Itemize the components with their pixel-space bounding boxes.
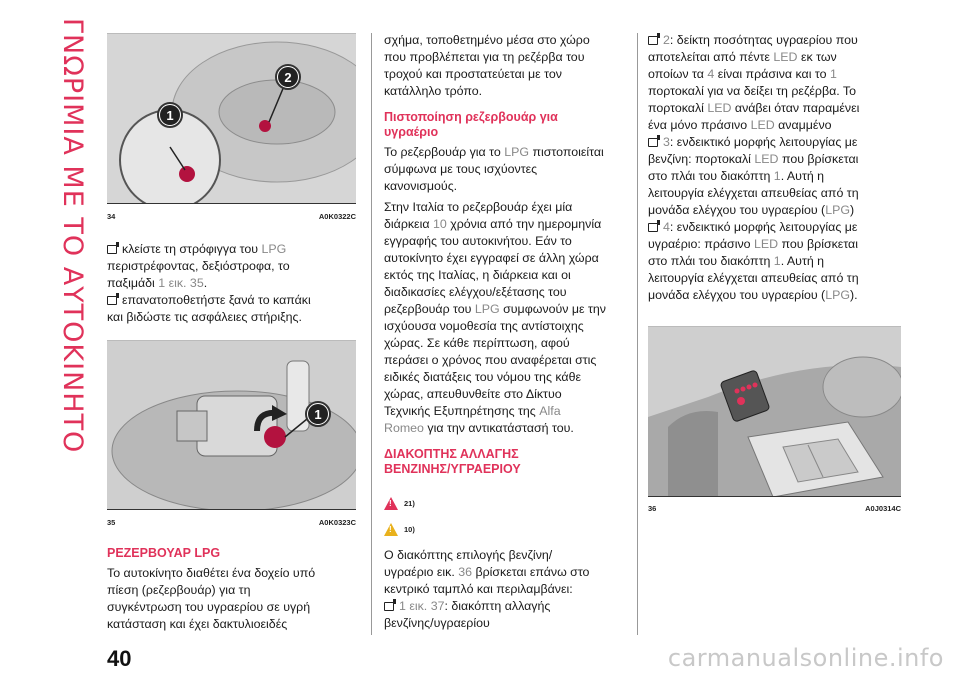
text-line: εγγραφής του αυτοκινήτου. Εάν το bbox=[384, 234, 572, 248]
bullet-gas-level: 2: δείκτη ποσότητας υγραερίου που bbox=[648, 32, 906, 49]
text-line: Το αυτοκίνητο διαθέτει ένα δοχείο υπό bbox=[107, 566, 316, 580]
figure-34-caption bbox=[107, 212, 356, 221]
text-line: Στην Ιταλία το ρεζερβουάρ έχει μία bbox=[384, 200, 573, 214]
text-line: Τεχνικής Εξυπηρέτησης της Alfa bbox=[384, 404, 561, 418]
warning-triangle-icon: ! bbox=[384, 497, 398, 510]
text-line: αυτοκίνητο έχει εγγραφεί σε άλλη χώρα bbox=[384, 251, 599, 265]
text-line: χώρας, απευθυνθείτε στο Δίκτυο bbox=[384, 387, 562, 401]
section-heading-fuel-switch: ΔΙΑΚΟΠΤΗΣ ΑΛΛΑΓΗΣ bbox=[384, 447, 519, 461]
figure-35-image bbox=[107, 340, 356, 509]
text-line: κατάσταση και έχει δακτυλιοειδές bbox=[107, 617, 288, 631]
text-line: Ο διακόπτης επιλογής βενζίνη/ bbox=[384, 548, 553, 562]
text-line: ρεζερβουάρ του LPG συμφωνούν με την bbox=[384, 302, 606, 316]
bullet-petrol-mode: 3: ενδεικτικό μορφής λειτουργίας με bbox=[648, 134, 906, 151]
text-line: περιστρέφοντας, δεξιόστροφα, το bbox=[107, 259, 290, 273]
text-line: οποίων τα 4 είναι πράσινα και το 1 bbox=[648, 67, 837, 81]
caution-triangle-icon: ! bbox=[384, 523, 398, 536]
chapter-title: ΓΝΩΡΙΜΙΑ ΜΕ ΤΟ ΑΥΤΟΚΙΝΗΤΟ bbox=[57, 18, 88, 454]
bullet-icon bbox=[648, 223, 658, 232]
text-line: βενζίνη: πορτοκαλί LED που βρίσκεται bbox=[648, 152, 859, 166]
bullet-gas-mode: 4: ενδεικτικό μορφής λειτουργίας με bbox=[648, 219, 906, 236]
text-line: λειτουργία ελέγχεται απευθείας από τη bbox=[648, 186, 859, 200]
section-heading-lpg-tank: ΡΕΖΕΡΒΟΥΑΡ LPG bbox=[107, 546, 221, 560]
figure-35-rule bbox=[107, 509, 356, 510]
section-heading-fuel-switch-2: ΒΕΝΖΙΝΗΣ/ΥΓΡΑΕΡΙΟΥ bbox=[384, 462, 521, 476]
figure-35-caption bbox=[107, 518, 356, 527]
text-line: στο πλάι του διακόπτη 1. Αυτή η bbox=[648, 169, 825, 183]
text-line: πορτοκαλί για να δείξει τη ρεζέρβα. Το bbox=[648, 84, 857, 98]
text-line: εκτός της Ιταλίας, η διάρκεια και οι bbox=[384, 268, 571, 282]
text-line: που προβλέπεται για τη ρεζέρβα του bbox=[384, 50, 585, 64]
text-line: ένα μόνο πράσινο LED αναμμένο bbox=[648, 118, 832, 132]
text-line: συγκέντρωση του υγραερίου σε υγρή bbox=[107, 600, 311, 614]
bullet-icon bbox=[648, 36, 658, 45]
figure-35-code: A0K0323C bbox=[318, 518, 356, 527]
bullet-icon bbox=[107, 245, 117, 254]
warning-ref-21: ! 21) bbox=[384, 497, 415, 510]
callout-1: 1 bbox=[157, 102, 183, 128]
text-line: ειδικές διατάξεις του νόμου της κάθε bbox=[384, 370, 581, 384]
warning-ref-10: ! 10) bbox=[384, 523, 415, 536]
text-line: σχήμα, τοποθετημένο μέσα στο χώρο bbox=[384, 33, 590, 47]
figure-34-number: 34 bbox=[107, 212, 116, 221]
text-line: ισχύουσα νομοθεσία της αντίστοιχης bbox=[384, 319, 584, 333]
bullet-icon bbox=[107, 296, 117, 305]
text-line: Το ρεζερβουάρ για το LPG πιστοποιείται bbox=[384, 145, 604, 159]
column-1-text-bottom bbox=[107, 546, 357, 633]
figure-36-rule bbox=[648, 496, 901, 497]
column-2-text bbox=[384, 32, 634, 477]
text-line: αποτελείται από πέντε LED εκ των bbox=[648, 50, 837, 64]
bullet-close-valve: κλείστε τη στρόφιγγα του LPG bbox=[107, 241, 357, 258]
section-heading-certification-2: υγραέριο bbox=[384, 125, 439, 139]
bullet-icon bbox=[384, 602, 394, 611]
text-line: βενζίνης/υγραερίου bbox=[384, 616, 490, 630]
column-divider bbox=[371, 33, 372, 635]
text-line: κεντρικό ταμπλό και περιλαμβάνει: bbox=[384, 582, 573, 596]
figure-36-code: A0J0314C bbox=[865, 504, 901, 513]
text-line: κανονισμούς. bbox=[384, 179, 458, 193]
figure-34-code: A0K0322C bbox=[318, 212, 356, 221]
callout-1: 1 bbox=[305, 401, 331, 427]
text-line: κατάλληλο τρόπο. bbox=[384, 84, 483, 98]
text-line: σύμφωνα με τους ισχύοντες bbox=[384, 162, 538, 176]
text-line: διάρκεια 10 χρόνια από την ημερομηνία bbox=[384, 217, 602, 231]
callout-2: 2 bbox=[275, 64, 301, 90]
text-line: πορτοκαλί LED ανάβει όταν παραμένει bbox=[648, 101, 860, 115]
side-chapter-tab bbox=[0, 0, 88, 454]
column-divider bbox=[637, 33, 638, 635]
text-line: υγραέριο: πράσινο LED που βρίσκεται bbox=[648, 237, 858, 251]
figure-36-caption bbox=[648, 504, 901, 513]
dashboard-switch-illustration bbox=[648, 327, 901, 496]
column-1-text-top bbox=[107, 241, 357, 326]
text-line: πίεση (ρεζερβουάρ) για τη bbox=[107, 583, 251, 597]
figure-36-image bbox=[648, 326, 901, 496]
bullet-replace-cover: επανατοποθετήστε ξανά το καπάκι bbox=[107, 292, 357, 309]
text-line: υγραέριο εικ. 36 βρίσκεται επάνω στο bbox=[384, 565, 590, 579]
figure-36-number: 36 bbox=[648, 504, 657, 513]
text-line: Romeo για την αντικατάστασή του. bbox=[384, 421, 574, 435]
watermark: carmanualsonline.info bbox=[667, 644, 944, 672]
figure-34-rule bbox=[107, 203, 356, 204]
text-line: τροχού και προστατεύεται με τον bbox=[384, 67, 562, 81]
column-2-text-bottom bbox=[384, 547, 634, 632]
text-line: περάσει ο χρόνος που αναφέρεται στις bbox=[384, 353, 597, 367]
bullet-icon bbox=[648, 138, 658, 147]
figure-35-number: 35 bbox=[107, 518, 116, 527]
figure-34-image bbox=[107, 33, 356, 203]
text-line: μονάδα ελέγχου του υγραερίου (LPG). bbox=[648, 288, 858, 302]
text-line: λειτουργία ελέγχεται απευθείας από τη bbox=[648, 271, 859, 285]
page-number: 40 bbox=[107, 646, 132, 671]
text-line: μονάδα ελέγχου του υγραερίου (LPG) bbox=[648, 203, 855, 217]
text-line: διαδικασίες ελέγχου/εξέτασης του bbox=[384, 285, 567, 299]
bullet-switch: 1 εικ. 37: διακόπτη αλλαγής bbox=[384, 598, 634, 615]
text-line: χώρας. Σε κάθε περίπτωση, αφού bbox=[384, 336, 570, 350]
column-3-text bbox=[648, 32, 906, 304]
text-line: στο πλάι του διακόπτη 1. Αυτή η bbox=[648, 254, 825, 268]
text-line: παξιμάδι 1 εικ. 35. bbox=[107, 276, 208, 290]
section-heading-certification: Πιστοποίηση ρεζερβουάρ για bbox=[384, 110, 558, 124]
text-line: και βιδώστε τις ασφάλειες στήριξης. bbox=[107, 310, 302, 324]
spare-tank-illustration bbox=[107, 34, 356, 203]
